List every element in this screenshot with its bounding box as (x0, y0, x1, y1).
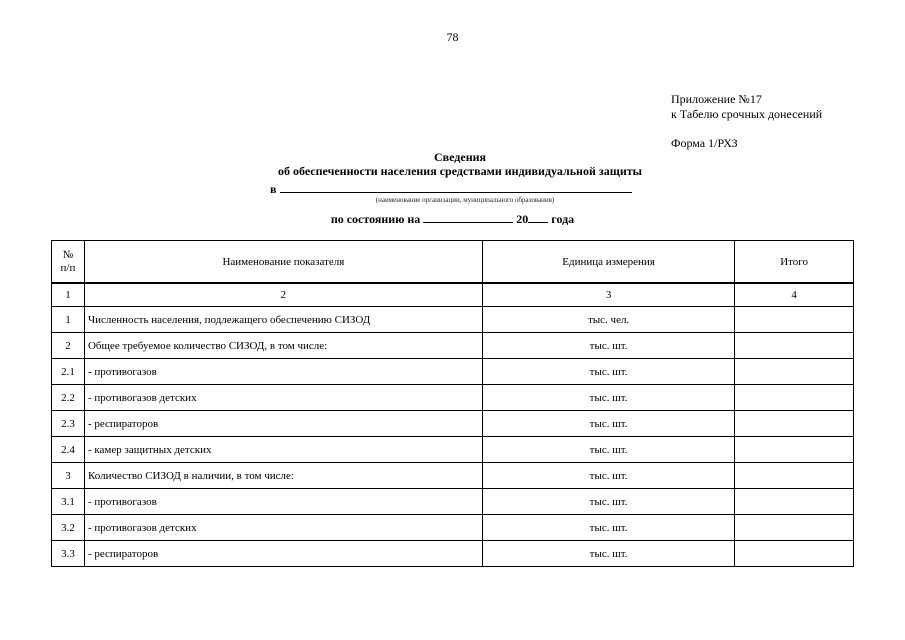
table-row (52, 359, 854, 385)
column-number-row (52, 283, 854, 307)
table-header-row (52, 241, 854, 284)
table-row (52, 333, 854, 359)
row-total-cell[interactable] (735, 541, 854, 567)
row-name-cell: - респираторов (84, 541, 482, 567)
row-unit-cell: тыс. шт. (482, 437, 734, 463)
row-name-cell: Общее требуемое количество СИЗОД, в том числе: (84, 333, 482, 359)
form-code: Форма 1/РХЗ (671, 136, 738, 150)
row-unit-cell: тыс. шт. (482, 541, 734, 567)
row-name-cell: - противогазов детских (84, 385, 482, 411)
row-name-cell: - противогазов (84, 359, 482, 385)
row-unit-cell: тыс. шт. (482, 515, 734, 541)
header-unit: Единица измерения (482, 241, 734, 284)
row-name-cell: - камер защитных детских (84, 437, 482, 463)
header-total: Итого (735, 241, 854, 284)
row-number-cell: 3.1 (52, 489, 85, 515)
annex-reference (671, 92, 822, 122)
row-total-cell[interactable] (735, 333, 854, 359)
row-number-cell: 1 (52, 307, 85, 333)
row-unit-cell: тыс. шт. (482, 463, 734, 489)
row-number-cell: 2.3 (52, 411, 85, 437)
row-total-cell[interactable] (735, 307, 854, 333)
table-row (52, 437, 854, 463)
row-total-cell[interactable] (735, 515, 854, 541)
organization-line (270, 182, 632, 197)
year-blank (528, 212, 548, 223)
header-number-line-2: п/п (60, 261, 76, 274)
row-number-cell: 2.2 (52, 385, 85, 411)
row-name-cell: Численность населения, подлежащего обеспечению СИЗОД (84, 307, 482, 333)
page-number: 78 (446, 30, 459, 44)
row-total-cell[interactable] (735, 359, 854, 385)
row-unit-cell: тыс. чел. (482, 307, 734, 333)
row-name-cell: - противогазов (84, 489, 482, 515)
row-total-cell[interactable] (735, 489, 854, 515)
row-unit-cell: тыс. шт. (482, 489, 734, 515)
annex-line-1: Приложение №17 (671, 92, 762, 106)
document-title (240, 150, 680, 178)
header-name: Наименование показателя (84, 241, 482, 284)
row-total-cell[interactable] (735, 385, 854, 411)
table-row (52, 385, 854, 411)
as-of-prefix: по состоянию на (330, 212, 421, 226)
row-number-cell: 2.1 (52, 359, 85, 385)
row-total-cell[interactable] (735, 463, 854, 489)
table-row (52, 463, 854, 489)
annex-line-2: к Табелю срочных донесений (671, 107, 823, 121)
column-number: 1 (52, 283, 85, 307)
row-unit-cell: тыс. шт. (482, 359, 734, 385)
row-name-cell: - противогазов детских (84, 515, 482, 541)
row-number-cell: 2 (52, 333, 85, 359)
row-unit-cell: тыс. шт. (482, 411, 734, 437)
row-number-cell: 3.3 (52, 541, 85, 567)
column-number: 2 (84, 283, 482, 307)
row-total-cell[interactable] (735, 437, 854, 463)
title-line-2: об обеспеченности населения средствами индивидуальной защиты (277, 164, 643, 178)
column-number: 4 (735, 283, 854, 307)
row-total-cell[interactable] (735, 411, 854, 437)
organization-prefix: в (270, 182, 277, 196)
row-number-cell: 3.2 (52, 515, 85, 541)
row-name-cell: Количество СИЗОД в наличии, в том числе: (84, 463, 482, 489)
organization-hint: (наименование организации, муниципального образования) (375, 196, 555, 204)
table-row (52, 307, 854, 333)
table-row (52, 411, 854, 437)
table-row (52, 515, 854, 541)
date-blank (423, 212, 513, 223)
table-row (52, 489, 854, 515)
row-number-cell: 2.4 (52, 437, 85, 463)
as-of-line (0, 212, 905, 227)
row-name-cell: - респираторов (84, 411, 482, 437)
title-line-1: Сведения (433, 150, 487, 164)
year-prefix: 20 (516, 212, 529, 226)
row-unit-cell: тыс. шт. (482, 333, 734, 359)
header-number-line-1: № (62, 248, 74, 261)
report-table (51, 240, 854, 567)
table-row (52, 541, 854, 567)
row-number-cell: 3 (52, 463, 85, 489)
row-unit-cell: тыс. шт. (482, 385, 734, 411)
column-number: 3 (482, 283, 734, 307)
organization-blank (280, 182, 632, 193)
year-suffix: года (551, 212, 575, 226)
table-body (52, 283, 854, 567)
header-number (52, 241, 85, 284)
